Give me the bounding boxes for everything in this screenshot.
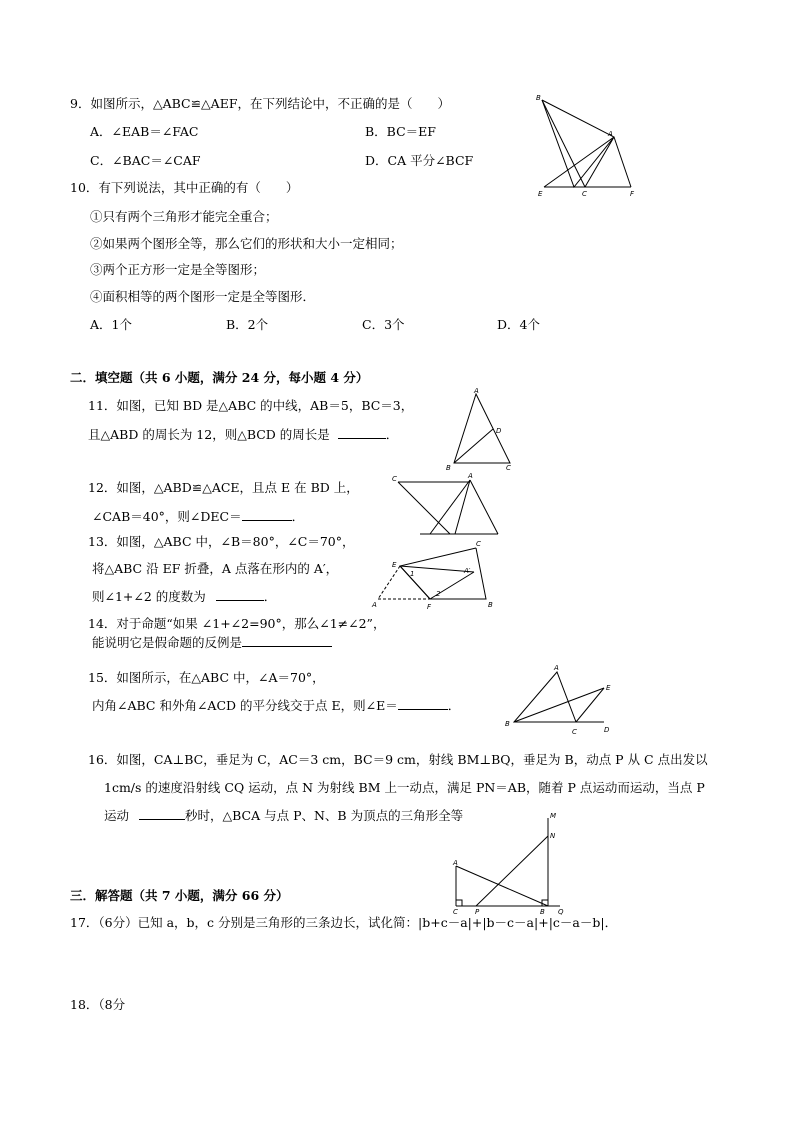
q11-line-2 [88, 426, 398, 443]
q13-answer-blank[interactable] [216, 588, 264, 601]
q10-item-3: ③两个正方形一定是全等图形； [90, 262, 266, 277]
q11-label-d: D [496, 427, 502, 435]
q9-stem: 9．如图所示，△ABC≌△AEF，在下列结论中，不正确的是（ ） [70, 96, 450, 111]
q12-figure [390, 472, 505, 540]
q13-label-e: E [392, 561, 397, 569]
q13-label-1: 1 [410, 570, 415, 578]
q16-text-b: 秒时，△BCA 与点 P、N、B 为顶点的三角形全等 [185, 808, 464, 823]
q13-label-a-prime: A′ [464, 567, 471, 575]
q15-end: ． [447, 698, 461, 713]
q11-label-a: A [474, 387, 479, 395]
q10-option-a: A．1个 [90, 317, 132, 332]
section-3-heading: 三．解答题（共 7 小题，满分 66 分） [70, 888, 289, 903]
q13-label-f: F [427, 603, 432, 611]
q15-label-c: C [572, 728, 577, 736]
q16-line-3 [104, 807, 463, 824]
q9-label-f: F [630, 190, 635, 198]
q16-text-a: 运动 [104, 808, 130, 823]
q11-label-c: C [506, 464, 511, 472]
q15-answer-blank[interactable] [398, 697, 448, 710]
q10-option-c: C．3个 [362, 317, 405, 332]
q16-label-a: A [453, 859, 458, 867]
q11-line-1: 11．如图，已知 BD 是△ABC 的中线，AB＝5，BC＝3， [88, 398, 414, 413]
q12-answer-blank[interactable] [242, 508, 292, 521]
q11-end: ． [385, 427, 399, 442]
q16-label-b: B [540, 908, 545, 916]
q12-end: ． [291, 509, 305, 524]
q9-option-d: D．CA 平分∠BCF [365, 153, 474, 168]
q16-figure [448, 810, 578, 918]
q16-label-c: C [453, 908, 458, 916]
q10-stem: 10．有下列说法，其中正确的有（ ） [70, 180, 299, 195]
q16-label-q: Q [558, 908, 564, 916]
q15-label-e: E [606, 684, 611, 692]
q9-figure [530, 90, 650, 200]
q15-label-a: A [554, 664, 559, 672]
q15-line-2 [92, 697, 460, 714]
q10-item-2: ②如果两个图形全等，那么它们的形状和大小一定相同； [90, 236, 403, 251]
q13-end: ． [263, 589, 277, 604]
q13-label-c: C [476, 540, 481, 548]
section-2-heading: 二．填空题（共 6 小题，满分 24 分，每小题 4 分） [70, 370, 369, 385]
q13-line-1: 13．如图，△ABC 中，∠B＝80°，∠C＝70°， [88, 534, 355, 549]
q16-line-1: 16．如图，CA⊥BC，垂足为 C，AC＝3 cm，BC＝9 cm，射线 BM⊥BQ，垂足为 B，动点 P 从 C 点出发以 [88, 752, 708, 767]
q16-label-n: N [550, 832, 556, 840]
q12-text: ∠CAB＝40°，则∠DEC＝ [92, 509, 242, 524]
q14-line-2 [92, 634, 332, 651]
q14-line-1: 14．对于命题“如果 ∠1+∠2=90°，那么∠1≠∠2”， [88, 616, 386, 631]
q16-label-m: M [550, 812, 557, 820]
q10-option-b: B．2个 [226, 317, 269, 332]
q9-label-a: A [608, 130, 613, 138]
q17-text: 17．（6分）已知 a，b，c 分别是三角形的三条边长，试化简：|b+c－a|+|b－c－a|+|c－a－b|． [70, 915, 618, 930]
q13-label-2: 2 [436, 590, 441, 598]
q13-label-a: A [372, 601, 377, 609]
q12-label-a: A [468, 472, 473, 480]
q11-figure [440, 388, 520, 473]
q14-answer-blank[interactable] [242, 634, 332, 647]
q13-figure [372, 538, 502, 613]
q9-option-c: C．∠BAC＝∠CAF [90, 153, 201, 168]
q10-option-d: D．4个 [497, 317, 540, 332]
q13-line-2: 将△ABC 沿 EF 折叠，A 点落在形内的 A′， [92, 561, 339, 576]
q14-text: 能说明它是假命题的反例是 [92, 635, 243, 650]
q10-item-1: ①只有两个三角形才能完全重合； [90, 209, 278, 224]
q13-label-b: B [488, 601, 493, 609]
q18-text: 18．（8分 [70, 997, 126, 1012]
q15-line-1: 15．如图所示，在△ABC 中，∠A＝70°， [88, 670, 325, 685]
q12-line-2 [92, 508, 304, 525]
q16-answer-blank[interactable] [139, 807, 185, 820]
q15-text: 内角∠ABC 和外角∠ACD 的平分线交于点 E，则∠E＝ [92, 698, 398, 713]
q9-option-a: A．∠EAB＝∠FAC [90, 124, 199, 139]
q15-label-d: D [604, 726, 610, 734]
q13-line-3 [92, 588, 276, 605]
q9-label-b: B [536, 94, 541, 102]
q11-label-b: B [446, 464, 451, 472]
q11-answer-blank[interactable] [338, 426, 386, 439]
q13-text: 则∠1+∠2 的度数为 [92, 589, 206, 604]
q9-option-b: B．BC＝EF [365, 124, 436, 139]
q15-label-b: B [505, 720, 510, 728]
q16-label-p: P [475, 908, 480, 916]
q12-line-1: 12．如图，△ABD≌△ACE，且点 E 在 BD 上， [88, 480, 359, 495]
q15-figure [500, 660, 620, 738]
q10-item-4: ④面积相等的两个图形一定是全等图形． [90, 289, 316, 304]
q9-label-c: C [582, 190, 587, 198]
q12-label-c: C [392, 475, 397, 483]
q9-label-e: E [538, 190, 543, 198]
q16-line-2: 1cm/s 的速度沿射线 CQ 运动，点 N 为射线 BM 上一动点，满足 PN＝AB，随着 P 点运动而运动，当点 P [104, 780, 705, 795]
q11-text: 且△ABD 的周长为 12，则△BCD 的周长是 [88, 427, 330, 442]
